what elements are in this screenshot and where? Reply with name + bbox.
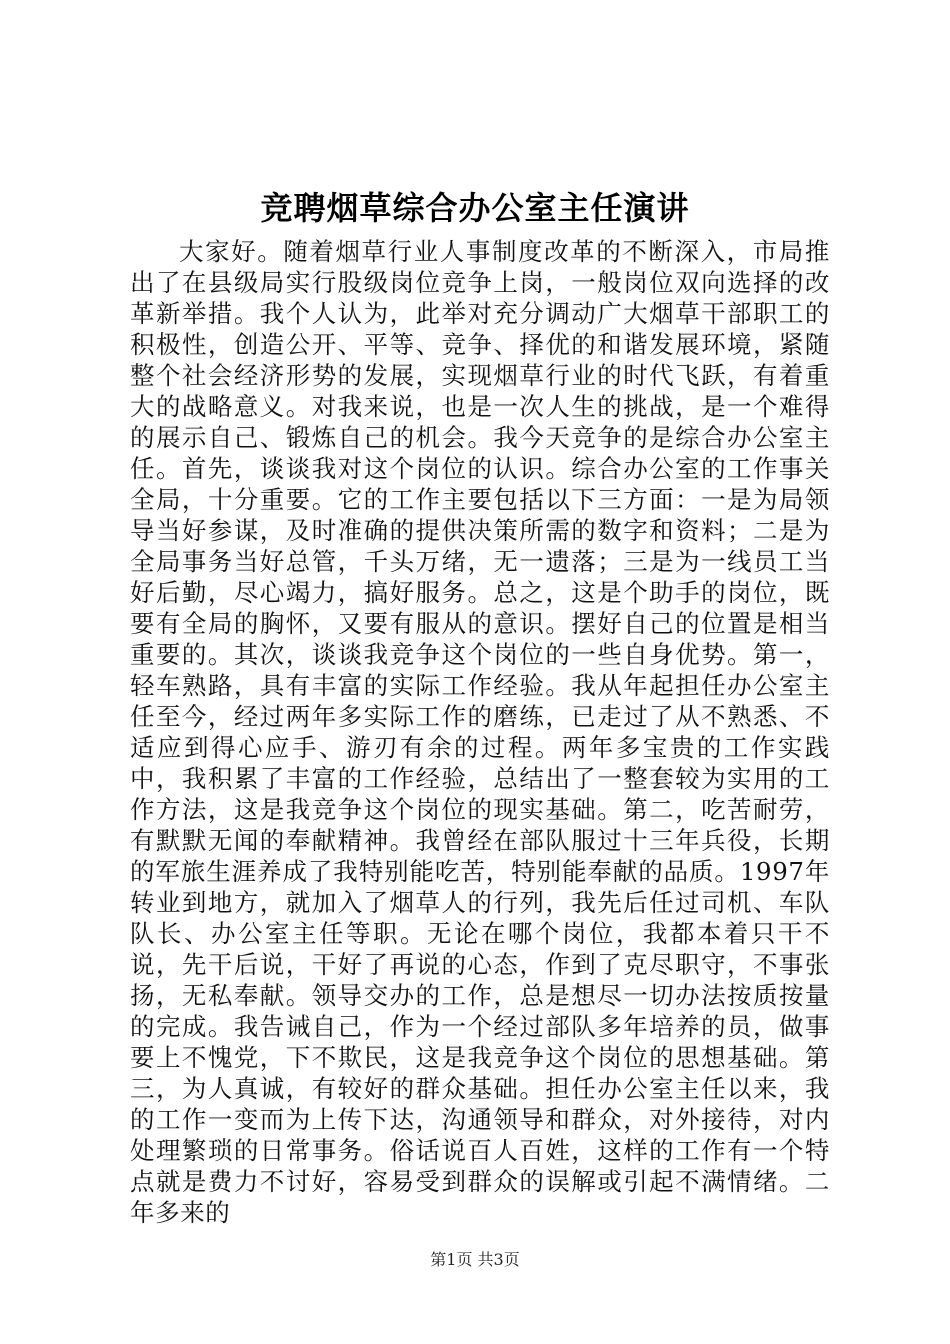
document-title: 竞聘烟草综合办公室主任演讲 — [260, 189, 690, 227]
page-footer: 第1页 共3页 — [430, 1250, 520, 1269]
document-body-paragraph: 大家好。随着烟草行业人事制度改革的不断深入，市局推出了在县级局实行股级岗位竞争上岗，一般岗位双向选择的改革新举措。我个人认为，此举对充分调动广大烟草干部职工的积极性，创造公开、平等、竞争、择优的和谐发展环境，紧随整个社会经济形势的发展，实现烟草行业的时代飞跃，有着重大的战略意义。对我来说，也是一次人生的挑战，是一个难得的展示自己、锻炼自己的机会。我今天竞争的是综合办公室主任。首先，谈谈我对这个岗位的认识。综合办公室的工作事关全局，十分重要。它的工作主要包括以下三方面：一是为局领导当好参谋，及时准确的提供决策所需的数字和资料；二是为全局事务当好总管，千头万绪，无一遗落；三是为一线员工当好后勤，尽心竭力，搞好服务。总之，这是个助手的岗位，既要有全局的胸怀，又要有服从的意识。摆好自己的位置是相当重要的。其次，谈谈我竞争这个岗位的一些自身优势。第一，轻车熟路，具有丰富的实际工作经验。我从年起担任办公室主任至今，经过两年多实际工作的磨练，已走过了从不熟悉、不适应到得心应手、游刃有余的过程。两年多宝贵的工作实践中，我积累了丰富的工作经验，总结出了一整套较为实用的工作方法，这是我竞争这个岗位的现实基础。第二，吃苦耐劳，有默默无闻的奉献精神。我曾经在部队服过十三年兵役，长期的军旅生涯养成了我特别能吃苦，特别能奉献的品质。1997年转业到地方，就加入了烟草人的行列，我先后任过司机、车队队长、办公室主任等职。无论在哪个岗位，我都本着只干不说，先干后说，干好了再说的心态，作到了克尽职守，不事张扬，无私奉献。领导交办的工作，总是想尽一切办法按质按量的完成。我告诫自己，作为一个经过部队多年培养的员，做事要上不愧党，下不欺民，这是我竞争这个岗位的思想基础。第三，为人真诚，有较好的群众基础。担任办公室主任以来，我的工作一变而为上传下达，沟通领导和群众，对外接待，对内处理繁琐的日常事务。俗话说百人百姓，这样的工作有一个特点就是费力不讨好，容易受到群众的误解或引起不满情绪。二年多来的 — [130, 237, 830, 1227]
